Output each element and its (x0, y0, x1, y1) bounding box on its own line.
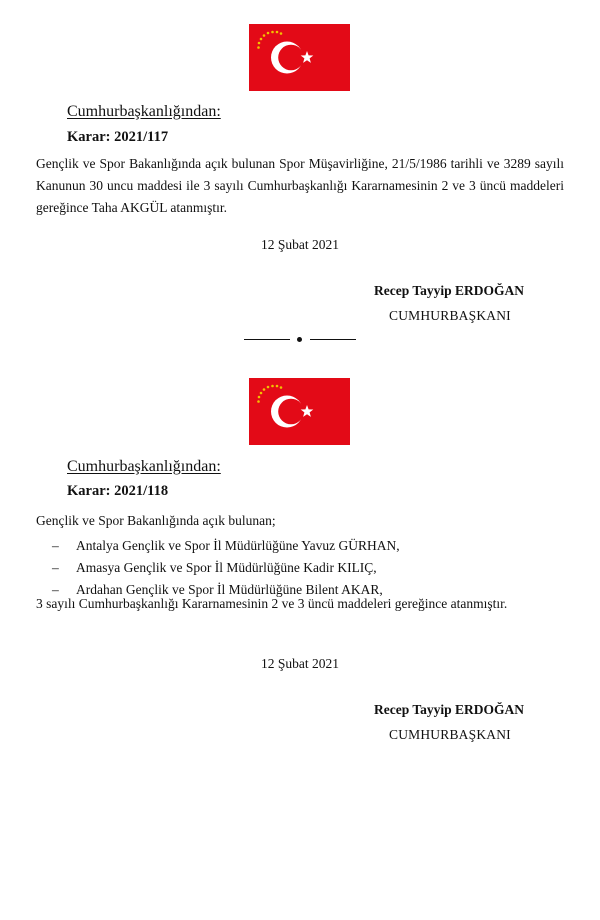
decree-date: 12 Şubat 2021 (260, 237, 339, 252)
list-item (52, 535, 400, 557)
turkish-flag-icon (249, 24, 350, 91)
section-divider (244, 335, 356, 345)
list-dash: – (52, 538, 59, 553)
list-item-text: Ardahan Gençlik ve Spor İl Müdürlüğüne Bilent AKAR, (76, 582, 383, 597)
turkish-flag-icon (249, 378, 350, 445)
flag-emblem (249, 378, 350, 445)
decree-body: Gençlik ve Spor Bakanlığında açık bulunan Spor Müşavirliğine, 21/5/1986 tarihli ve 3289 sayılı Kanunun 30 uncu maddesi ile 3 sayılı Cumhurbaşkanlığı Kararnamesinin 2 ve 3 üncü maddeleri gereğince Taha AKGÜL atanmıştır. (36, 156, 564, 215)
signer-name: Recep Tayyip ERDOĞAN (374, 702, 525, 717)
list-item (52, 557, 400, 579)
signer-name: Recep Tayyip ERDOĞAN (374, 283, 525, 298)
list-dash: – (52, 560, 59, 575)
flag-emblem (249, 24, 350, 91)
decree-number: Karar: 2021/118 (67, 483, 169, 499)
appointment-list (52, 535, 400, 601)
signer-title: CUMHURBAŞKANI (389, 727, 511, 742)
issuer-heading: Cumhurbaşkanlığından: (67, 103, 221, 120)
signer-title: CUMHURBAŞKANI (389, 308, 511, 323)
decree-number: Karar: 2021/117 (67, 129, 169, 145)
decree-date: 12 Şubat 2021 (260, 656, 339, 671)
list-item-text: Antalya Gençlik ve Spor İl Müdürlüğüne Yavuz GÜRHAN, (76, 538, 400, 553)
decree-closing: 3 sayılı Cumhurbaşkanlığı Kararnamesinin 2 ve 3 üncü maddeleri gereğince atanmıştır. (36, 596, 508, 611)
list-dash: – (52, 582, 59, 597)
divider-line-left (244, 339, 290, 340)
decree-intro: Gençlik ve Spor Bakanlığında açık bulunan; (36, 513, 276, 528)
issuer-heading: Cumhurbaşkanlığından: (67, 458, 221, 475)
divider-line-right (310, 339, 356, 340)
list-item-text: Amasya Gençlik ve Spor İl Müdürlüğüne Kadir KILIÇ, (76, 560, 377, 575)
divider-dot (297, 337, 302, 342)
